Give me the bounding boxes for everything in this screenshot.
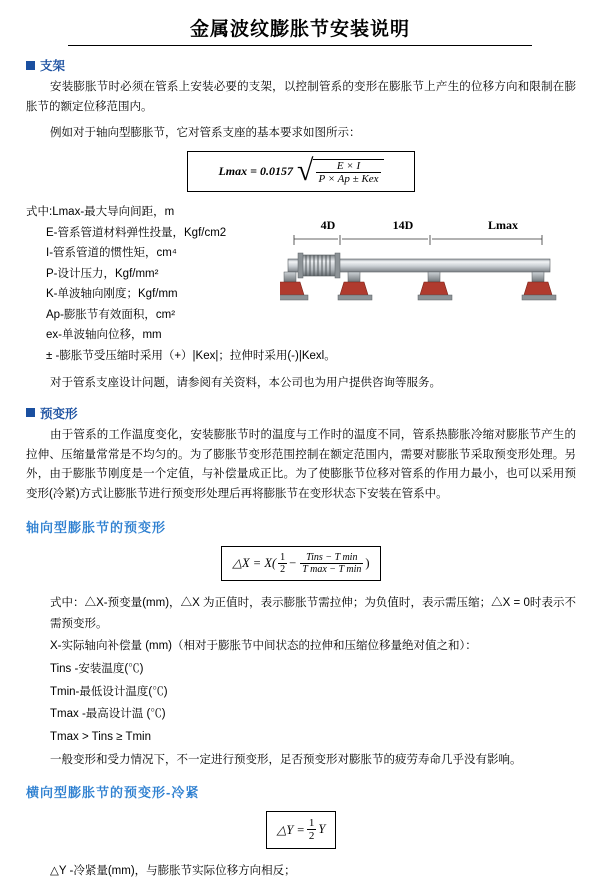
diagram-label-14d: 14D <box>392 218 414 233</box>
axial-note-7: 一般变形和受力情况下，不一定进行预变形，足否预变形对膨胀节的疲劳寿命几乎没有影响。 <box>50 753 522 766</box>
formula-axial-minus: − <box>289 555 297 570</box>
axial-note-1: 式中：△X-预变量(mm)，△X 为正值时，表示膨胀节需拉伸；为负值时，表示需压缩；△X = 0时表示不需预变形。 <box>50 596 576 630</box>
formula-axial-predeform <box>26 546 576 581</box>
legend-item: I-管系管道的惯性矩，cm⁴ <box>46 247 177 260</box>
formula-lmax-fraction <box>313 159 383 185</box>
legend-item: P-设计压力，Kgf/mm² <box>46 267 159 280</box>
formula-lmax-denominator: P × Ap ± Kex <box>318 173 379 186</box>
subsection-heading-lateral: 横向型膨胀节的预变形-冷紧 <box>26 785 200 801</box>
page-title: 金属波纹膨胀节安装说明 <box>189 19 410 40</box>
diagram-dimension-lines <box>294 235 542 245</box>
diagram-dimension-labels <box>280 218 576 233</box>
axial-note-4: Tmin-最低设计温度(℃) <box>50 685 168 698</box>
legend-item: 式中:Lmax-最大导向间距，m <box>26 206 175 219</box>
formula-lateral-half <box>307 817 317 842</box>
square-bullet-icon <box>26 61 35 70</box>
formula-axial-box <box>221 546 380 581</box>
formula-axial-rhs: ) <box>365 555 370 570</box>
axial-note-5: Tmax -最高设计温 (℃) <box>50 708 166 721</box>
diagram-label-4d: 4D <box>320 218 336 233</box>
title-divider <box>68 45 532 46</box>
formula-axial-temp-num: Tins − T min <box>300 552 363 564</box>
formula-axial-half <box>278 552 287 575</box>
formula-axial-temp-den: T max − T min <box>302 563 362 575</box>
legend-item: Ap-膨胀节有效面积，cm² <box>46 308 176 321</box>
formula-axial-half-num: 1 <box>280 551 286 563</box>
predeform-paragraph-1: 由于管系的工作温度变化，安装膨胀节时的温度与工作时的温度不同，管系热膨胀冷缩对膨胀节产生的拉伸、压缩量常常是不均匀的。为了膨胀节变形范围控制在额定范围内，需要对膨胀节采取预变形处理。另外，由于膨胀节刚度是一个定值，与补偿量成正比。为了使膨胀节位移对管系的作用力最小，也可以采用预变形(冷紧)方式让膨胀节进行预变形处理后再将膨胀节在变形状态下安装在管系中。 <box>26 428 576 501</box>
formula-lateral-rhs: Y <box>318 822 326 837</box>
formula-axial-half-den: 2 <box>280 563 286 575</box>
support-paragraph-2: 例如对于轴向型膨胀节，它对管系支座的基本要求如图所示： <box>50 126 361 139</box>
piping-support-diagram <box>280 202 576 324</box>
legend-item: ± -膨胀节受压缩时采用（+）|Kex|；拉伸时采用(-)|Kexl。 <box>46 349 336 362</box>
diagram-svg <box>280 233 560 319</box>
formula-lmax-lhs: Lmax = 0.0157 <box>218 164 293 179</box>
axial-note-3: Tins -安装温度(℃) <box>50 662 144 675</box>
support-paragraph-3: 对于管系支座设计问题，请参阅有关资料，本公司也为用户提供咨询等服务。 <box>50 377 441 390</box>
formula-axial-lhs: △X = X( <box>232 556 277 571</box>
axial-note-2: X-实际轴向补偿量 (mm)（相对于膨胀节中间状态的拉伸和压缩位移量绝对值之和）： <box>50 640 477 653</box>
subsection-heading-axial: 轴向型膨胀节的预变形 <box>26 519 167 535</box>
diagram-label-lmax: Lmax <box>488 218 518 233</box>
formula-lmax <box>187 151 415 192</box>
section-heading-label: 支架 <box>40 59 66 73</box>
formula-lateral-half-den: 2 <box>308 830 315 843</box>
legend-item: E-管系管道材料弹性投量，Kgf/cm2 <box>46 226 227 239</box>
formula-lmax-numerator: E × I <box>316 160 380 173</box>
section-heading-label: 预变形 <box>40 406 78 421</box>
square-bullet-icon <box>26 408 35 417</box>
legend-and-diagram <box>26 202 576 366</box>
formula-lateral-half-num: 1 <box>308 817 315 830</box>
pipe-guide <box>418 272 452 300</box>
section-heading-predeform <box>26 404 576 422</box>
axial-note-6: Tmax > Tins ≥ Tmin <box>50 731 151 743</box>
formula-lateral-coldpull <box>26 811 576 848</box>
formula-axial-temp-fraction <box>300 552 363 575</box>
formula-lateral-box <box>266 811 337 848</box>
formula-lmax-radical <box>296 154 384 188</box>
document-page <box>0 14 600 877</box>
document-body <box>0 56 600 881</box>
formula-lateral-lhs: △Y = <box>276 822 305 837</box>
lateral-note-1: △Y -冷紧量(mm)，与膨胀节实际位移方向相反； <box>50 864 296 877</box>
section-heading-support <box>26 56 576 74</box>
bellows-expansion-joint <box>298 253 340 278</box>
support-paragraph-1: 安装膨胀节时必须在管系上安装必要的支架，以控制管系的变形在膨胀节上产生的位移方向和限制在膨胀节的额定位移范围内。 <box>26 81 576 113</box>
radical-sign-icon: √ <box>296 154 314 188</box>
legend-item: ex-单波轴向位移，mm <box>46 329 162 342</box>
legend-item: K-单波轴向刚度；Kgf/mm <box>46 288 178 301</box>
pipe-guide <box>338 272 372 300</box>
pipe-anchor <box>522 272 556 300</box>
